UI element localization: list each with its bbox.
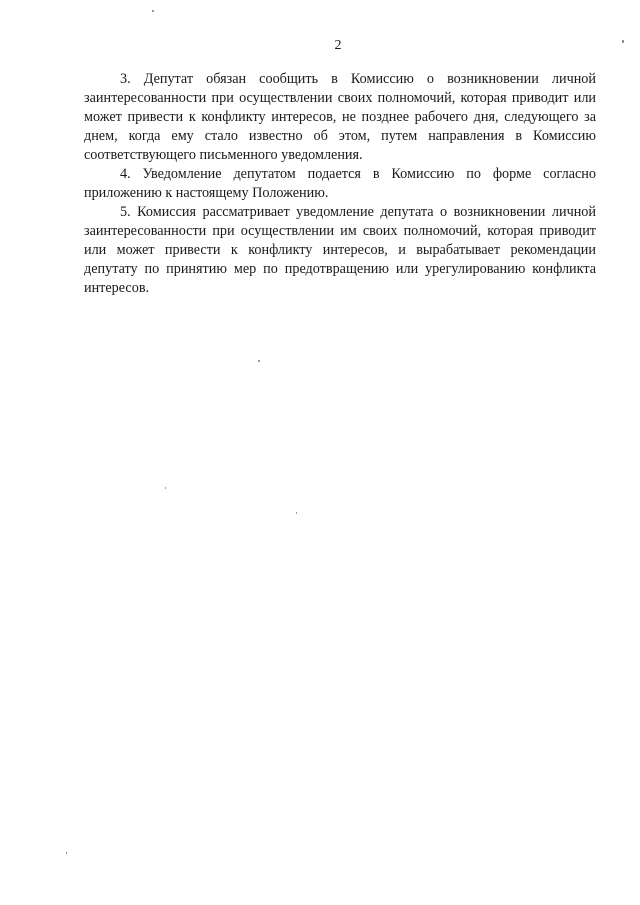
scan-speck [152,10,154,12]
scan-speck [258,360,260,362]
scan-speck [622,40,624,43]
document-body [84,70,596,298]
page-number: 2 [334,38,342,53]
scan-speck [165,487,166,489]
scan-speck [66,852,67,854]
scan-speck [296,512,297,514]
paragraph-4: 4. Уведомление депутатом подается в Комиссию по форме согласно приложению к настоящему Положению. [84,166,596,201]
paragraph-5: 5. Комиссия рассматривает уведомление депутата о возникновении личной заинтересованности при осуществлении им своих полномочий, которая приводит или может привести к конфликту интересов, и вырабатывает рекомендации депутату по принятию мер по предотвращению или урегулированию конфликта интересов. [84,204,596,296]
paragraph-3: 3. Депутат обязан сообщить в Комиссию о возникновении личной заинтересованности при осуществлении своих полномочий, которая приводит или может привести к конфликту интересов, не позднее рабочего дня, следующего за днем, когда ему стало известно об этом, путем направления в Комиссию соответствующего письменного уведомления. [84,71,596,163]
